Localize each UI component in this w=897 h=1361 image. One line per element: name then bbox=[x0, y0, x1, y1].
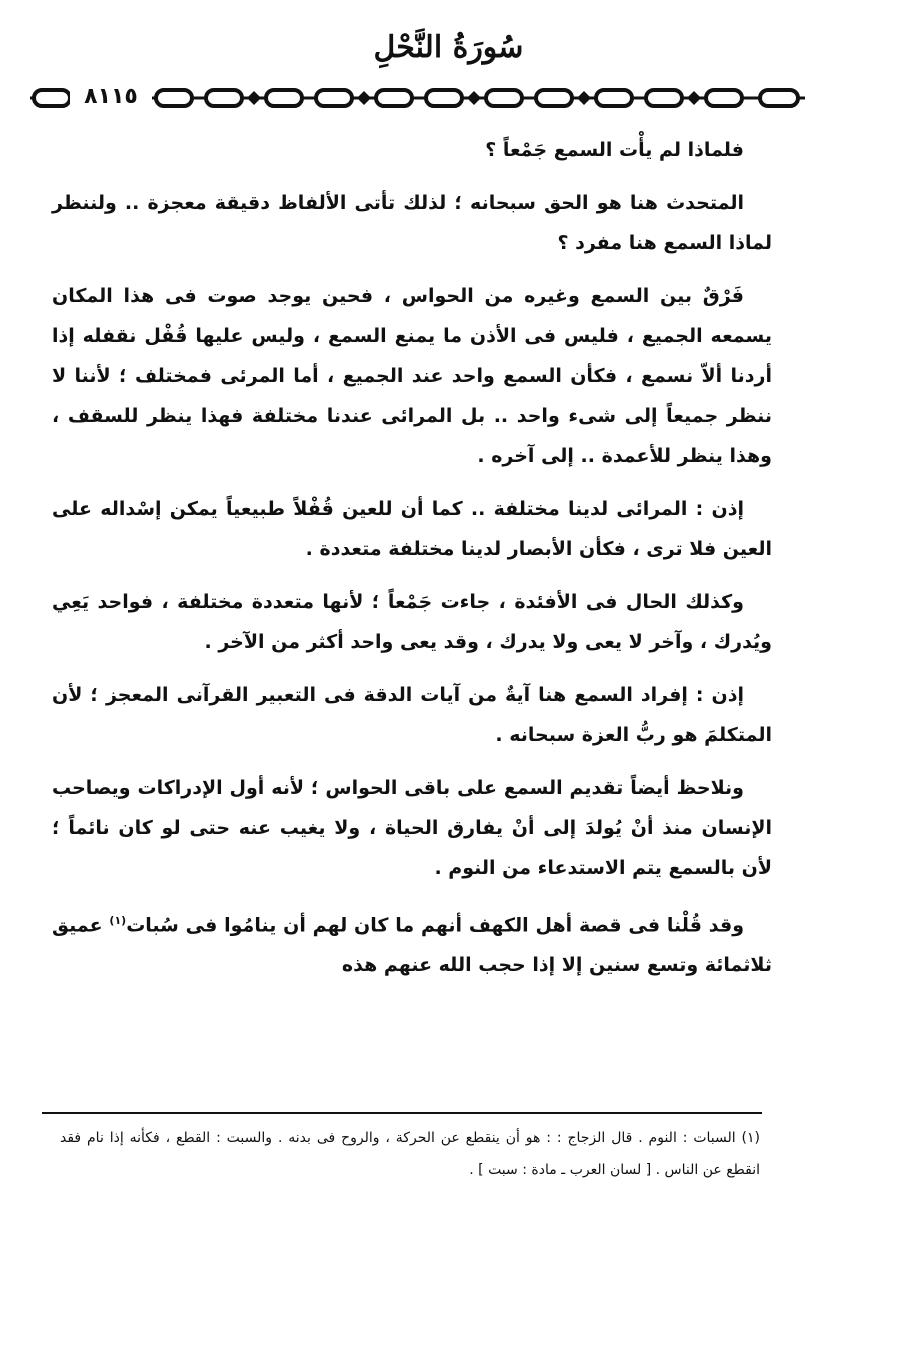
paragraph: وكذلك الحال فى الأفئدة ، جاءت جَمْعاً ؛ لأنها متعددة مختلفة ، فواحد يَعِي ويُدرك ، وآخر لا يعى ولا يدرك ، وقد يعى واحد أكثر من الآخر . bbox=[52, 591, 772, 653]
paragraph: فَرْقٌ بين السمع وغيره من الحواس ، فحين يوجد صوت فى هذا المكان يسمعه الجميع ، فليس فى الأذن ما يمنع السمع ، وليس عليها قُفْل نقفله إذا أردنا ألاّ نسمع ، فكأن السمع واحد عند الجميع ، أما المرئى فمختلف ؛ لأننا لا ننظر جميعاً إلى شىء واحد .. بل المرائى عندنا مختلفة فهذا ينظر للسقف ، وهذا ينظر للأعمدة .. إلى آخره . bbox=[52, 285, 772, 467]
footnote-reference[interactable]: (١) bbox=[109, 914, 127, 927]
paragraph: إذن : إفراد السمع هنا آيةٌ من آيات الدقة فى التعبير القرآنى المعجز ؛ لأن المتكلمَ هو ربُّ العزة سبحانه . bbox=[52, 684, 772, 746]
surah-title: سُورَةُ النَّحْلِ bbox=[373, 30, 524, 65]
paragraph-last-end: عميق ثلاثمائة وتسع سنين إلا إذا حجب الله عنهم هذه bbox=[52, 914, 772, 977]
paragraph-last bbox=[52, 901, 772, 985]
paragraph: فلماذا لم يأْت السمع جَمْعاً ؟ bbox=[485, 139, 744, 161]
footnote: (١) السبات : النوم . قال الزجاج : : هو أن ينقطع عن الحركة ، والروح فى بدنه . والسبت : القطع ، فكأنه إذا نام فقد انقطع عن الناس . [ لسان العرب ـ مادة : سبت ] . bbox=[60, 1130, 760, 1178]
footnotes bbox=[60, 1122, 760, 1186]
footnote-divider bbox=[42, 1112, 762, 1114]
paragraph-last-start: وقد قُلْنا فى قصة أهل الكهف أنهم ما كان لهم أن ينامُوا فى سُبات bbox=[126, 914, 745, 937]
paragraph: المتحدث هنا هو الحق سبحانه ؛ لذلك تأتى الألفاظ دقيقة معجزة .. ولننظر لماذا السمع هنا مفرد ؟ bbox=[52, 192, 772, 254]
page-number: ٨١١٥ bbox=[70, 82, 152, 112]
paragraph: ونلاحظ أيضاً تقديم السمع على باقى الحواس ؛ لأنه أول الإدراكات ويصاحب الإنسان منذ أنْ يُولدَ إلى أنْ يفارق الحياة ، ولا يغيب عنه حتى لو كان نائماً ؛ لأن بالسمع يتم الاستدعاء من النوم . bbox=[52, 777, 772, 879]
paragraph: إذن : المرائى لدينا مختلفة .. كما أن للعين قُفْلاً طبيعياً يمكن إسْداله على العين فلا ترى ، فكأن الأبصار لدينا مختلفة متعددة . bbox=[52, 498, 772, 560]
main-text bbox=[52, 130, 772, 998]
